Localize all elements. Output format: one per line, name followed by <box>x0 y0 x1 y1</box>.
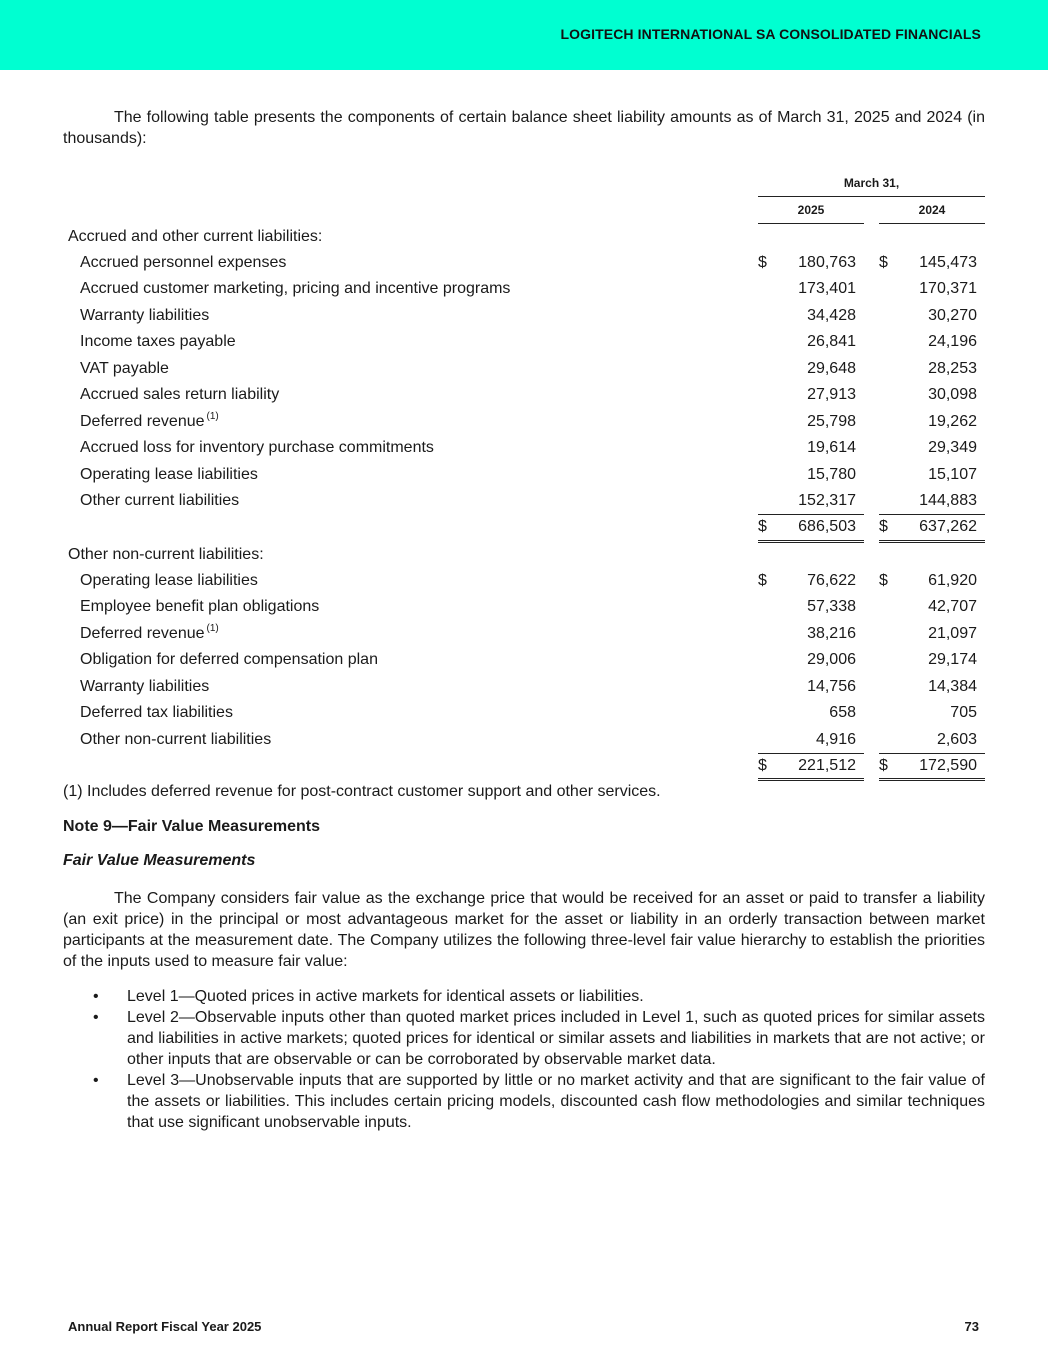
intro-paragraph <box>63 107 985 149</box>
table-row <box>63 303 985 330</box>
table-header-years <box>63 197 985 224</box>
value-2025: 34,428 <box>807 306 856 324</box>
currency-symbol: $ <box>879 571 888 589</box>
row-label: Operating lease liabilities <box>80 465 258 483</box>
value-2024: 144,883 <box>897 488 985 515</box>
value-2024: 30,270 <box>928 306 977 324</box>
footnote-marker: (1) <box>206 410 219 422</box>
currency-symbol <box>879 594 897 621</box>
table-row <box>63 409 985 436</box>
value-2025: 25,798 <box>807 412 856 430</box>
bullet-icon: • <box>93 988 99 1005</box>
currency-symbol <box>879 462 897 489</box>
row-label: Obligation for deferred compensation plan <box>80 651 378 669</box>
value-2025: 26,841 <box>807 333 856 351</box>
fair-value-text: The Company considers fair value as the exchange price that would be received for an asset or paid to transfer a liability (an exit price) in the principal or most advantageous market for the asset or liability in an orderly transaction between market participants at the measurement date. The Company utilizes the following three-level fair value hierarchy to establish the priorities of the inputs used to measure fair value: <box>63 890 985 970</box>
section-label: Other non-current liabilities: <box>68 546 264 563</box>
value-2025: 152,317 <box>776 488 864 515</box>
section-subtitle: Fair Value Measurements <box>63 852 256 869</box>
currency-symbol <box>758 356 776 383</box>
list-item-level-2: • Level 2—Observable inputs other than quoted market prices included in Level 1, such as quoted prices for similar assets and liabilities in active markets; quoted prices for identical or similar assets and liabilities in markets that are not active; or other inputs that are observable or can be corroborated by observable market data. <box>93 1009 985 1068</box>
value-2024: 170,371 <box>919 280 977 298</box>
value-2024: 705 <box>950 704 977 722</box>
table-row <box>63 250 985 277</box>
total-2024: 172,590 <box>897 753 985 780</box>
table-row <box>63 727 985 754</box>
row-label: Warranty liabilities <box>80 677 210 695</box>
currency-symbol <box>758 409 776 436</box>
currency-symbol: $ <box>879 753 897 780</box>
value-2024: 29,349 <box>928 439 977 457</box>
value-2024: 2,603 <box>897 727 985 754</box>
total-row <box>63 515 985 542</box>
currency-symbol <box>758 303 776 330</box>
fair-value-paragraph <box>63 888 985 972</box>
table-row <box>63 568 985 595</box>
value-2025: 29,648 <box>807 359 856 377</box>
value-2025: 38,216 <box>807 624 856 642</box>
section-header-row <box>63 223 985 250</box>
table-row <box>63 382 985 409</box>
year-header-2024: 2024 <box>879 197 985 224</box>
currency-symbol: $ <box>758 515 776 542</box>
value-2025: 19,614 <box>807 439 856 457</box>
currency-symbol <box>758 435 776 462</box>
row-label: Deferred revenue $^{(1)}$ <box>80 410 219 430</box>
value-2025: 57,338 <box>807 598 856 616</box>
row-label: Accrued customer marketing, pricing and incentive programs <box>80 280 511 298</box>
currency-symbol <box>879 621 897 648</box>
total-row <box>63 753 985 780</box>
value-2024: 21,097 <box>928 624 977 642</box>
currency-symbol <box>879 303 897 330</box>
value-2024: 61,920 <box>928 571 977 589</box>
currency-symbol <box>758 276 776 303</box>
currency-symbol <box>758 329 776 356</box>
value-2024: 19,262 <box>928 412 977 430</box>
total-2025: 221,512 <box>776 753 864 780</box>
page-number: 73 <box>964 1319 979 1334</box>
currency-symbol <box>879 435 897 462</box>
header-title: LOGITECH INTERNATIONAL SA CONSOLIDATED FINANCIALS <box>560 26 981 42</box>
table-row <box>63 594 985 621</box>
currency-symbol <box>758 700 776 727</box>
section-header-row <box>63 541 985 568</box>
currency-symbol <box>758 594 776 621</box>
value-2025: 4,916 <box>776 727 864 754</box>
value-2025: 27,913 <box>807 386 856 404</box>
value-2024: 29,174 <box>928 651 977 669</box>
total-2024: 637,262 <box>897 515 985 542</box>
value-2025: 180,763 <box>798 253 856 271</box>
table-row <box>63 462 985 489</box>
currency-symbol <box>879 647 897 674</box>
list-item-level-1: • Level 1—Quoted prices in active markets for identical assets or liabilities. <box>93 988 644 1005</box>
row-label: Accrued loss for inventory purchase commitments <box>80 439 434 457</box>
row-label: VAT payable <box>80 359 169 377</box>
currency-symbol <box>879 674 897 701</box>
currency-symbol <box>879 276 897 303</box>
table-row <box>63 647 985 674</box>
period-header: March 31, <box>758 170 985 197</box>
row-label: Deferred revenue $^{(1)}$ <box>80 622 219 642</box>
year-header-2025: 2025 <box>758 197 864 224</box>
currency-symbol <box>758 647 776 674</box>
table-row <box>63 356 985 383</box>
row-label: Employee benefit plan obligations <box>80 598 320 616</box>
currency-symbol <box>879 700 897 727</box>
currency-symbol: $ <box>879 253 888 271</box>
currency-symbol <box>879 356 897 383</box>
fair-value-levels-list <box>63 986 985 1133</box>
currency-symbol <box>758 488 776 515</box>
currency-symbol <box>879 329 897 356</box>
value-2025: 14,756 <box>807 677 856 695</box>
currency-symbol <box>879 382 897 409</box>
currency-symbol <box>758 382 776 409</box>
row-label: Other non-current liabilities <box>80 730 272 748</box>
list-item-level-3: • Level 3—Unobservable inputs that are supported by little or no market activity and that are significant to the fair value of the assets or liabilities. This includes certain pricing models, discounted cash flow methodologies and similar techniques that use significant unobservable inputs. <box>93 1072 985 1131</box>
value-2024: 24,196 <box>928 333 977 351</box>
row-label: Income taxes payable <box>80 333 236 351</box>
value-2024: 30,098 <box>928 386 977 404</box>
currency-symbol: $ <box>758 753 776 780</box>
bullet-icon: • <box>93 1072 99 1089</box>
currency-symbol <box>758 462 776 489</box>
row-label: Operating lease liabilities <box>80 571 258 589</box>
bullet-icon: • <box>93 1009 99 1026</box>
currency-symbol <box>758 727 776 754</box>
row-label: Warranty liabilities <box>80 306 210 324</box>
value-2024: 14,384 <box>928 677 977 695</box>
currency-symbol <box>879 727 897 754</box>
currency-symbol: $ <box>879 515 897 542</box>
value-2025: 658 <box>829 704 856 722</box>
currency-symbol <box>879 488 897 515</box>
table-row <box>63 435 985 462</box>
value-2024: 15,107 <box>928 465 977 483</box>
table-row <box>63 674 985 701</box>
value-2025: 15,780 <box>807 465 856 483</box>
table-header-period <box>63 170 985 197</box>
footnote-marker: (1) <box>206 622 219 634</box>
value-2024: 42,707 <box>928 598 977 616</box>
currency-symbol <box>758 674 776 701</box>
table-row <box>63 329 985 356</box>
table-row <box>63 276 985 303</box>
footnote: (1) Includes deferred revenue for post-contract customer support and other services. <box>63 783 661 800</box>
currency-symbol: $ <box>758 253 767 271</box>
total-2025: 686,503 <box>776 515 864 542</box>
currency-symbol: $ <box>758 571 767 589</box>
liabilities-table <box>63 170 985 781</box>
intro-text: The following table presents the components of certain balance sheet liability amounts as of March 31, 2025 and 2024 (in thousands): <box>63 109 985 147</box>
table-row <box>63 621 985 648</box>
value-2025: 76,622 <box>807 571 856 589</box>
section-label: Accrued and other current liabilities: <box>68 227 323 245</box>
currency-symbol <box>879 409 897 436</box>
value-2024: 28,253 <box>928 359 977 377</box>
row-label: Deferred tax liabilities <box>80 704 233 722</box>
row-label: Accrued personnel expenses <box>80 253 287 271</box>
table-row <box>63 700 985 727</box>
row-label: Other current liabilities <box>80 492 240 510</box>
row-label: Accrued sales return liability <box>80 386 280 404</box>
table-row <box>63 488 985 515</box>
note-title: Note 9—Fair Value Measurements <box>63 818 320 835</box>
value-2024: 145,473 <box>919 253 977 271</box>
value-2025: 29,006 <box>807 651 856 669</box>
footer-report-title: Annual Report Fiscal Year 2025 <box>68 1319 262 1334</box>
currency-symbol <box>758 621 776 648</box>
header-band <box>0 0 1048 70</box>
value-2025: 173,401 <box>798 280 856 298</box>
